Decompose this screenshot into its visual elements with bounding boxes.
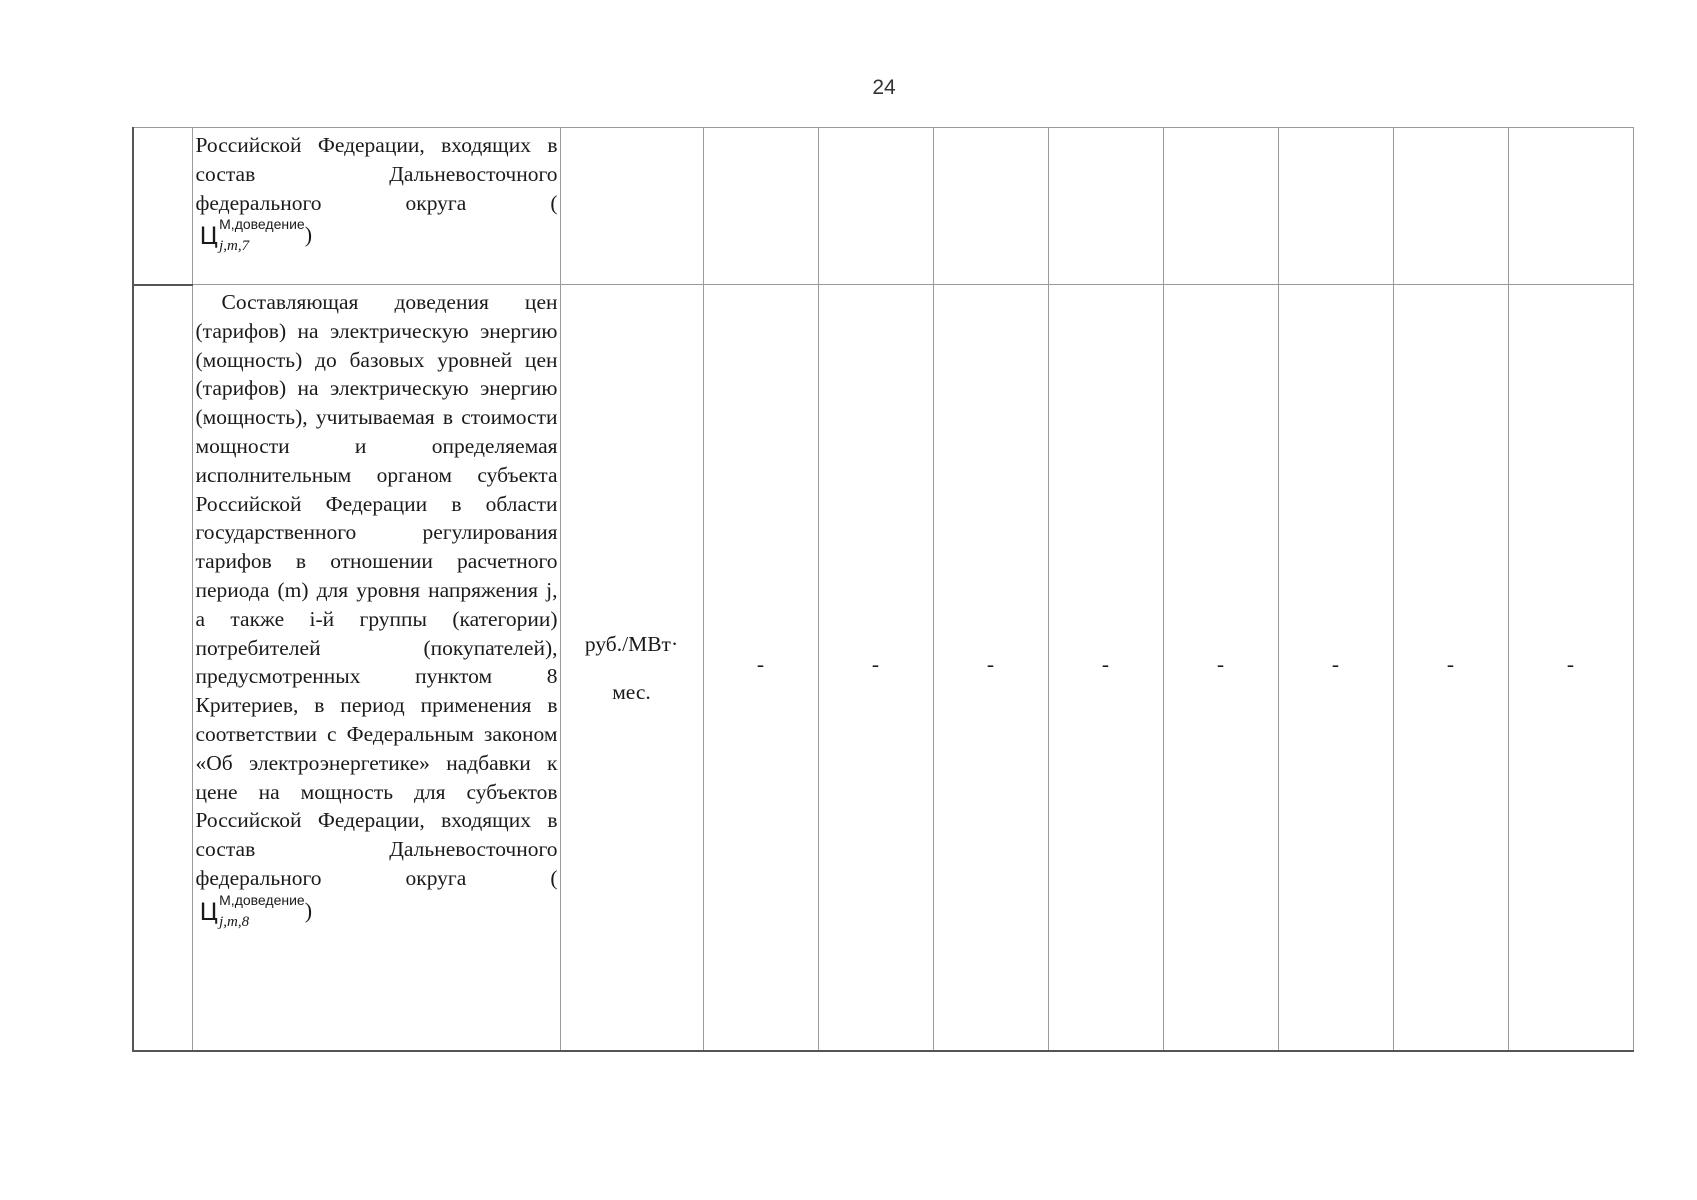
table-row (133, 128, 1633, 285)
value-cell (1508, 128, 1633, 285)
description-cell (192, 285, 560, 1052)
value-dash: - (986, 652, 995, 677)
value-cell (1278, 128, 1393, 285)
description-text: Составляющая доведения цен (тарифов) на электрическую энергию (мощность) до базовых уровней цен (тарифов) на электрическую энергию (мощность), учитываемая в стоимости мощности и определяемая исполнительным органом субъекта Российской Федерации в области государственного регулирования тарифов в отношении расчетного периода (m) для уровня напряжения j, а также i-й группы (категории) потребителей (покупателей), предусмотренных пунктом 8 Критериев, в период применения в соответствии с Федеральным законом «Об электроэнергетике» надбавки к цене на мощность для субъектов Российской Федерации, входящих в состав Дальневосточного федерального округа ( (195, 290, 558, 890)
formula (196, 216, 558, 255)
value-dash: - (1101, 652, 1110, 677)
value-dash: - (756, 652, 765, 677)
value-dash: - (871, 652, 880, 677)
unit-cell (560, 285, 703, 1052)
formula-close-paren: ) (304, 222, 313, 248)
page-number: 24 (872, 76, 896, 99)
value-cell (1163, 128, 1278, 285)
value-dash: - (1446, 652, 1455, 677)
value-cell (1393, 285, 1508, 1052)
formula-superscript: М,доведение (219, 216, 305, 233)
formula-scripts (219, 891, 305, 930)
description-text: Российской Федерации, входящих в состав Дальневосточного федерального округа ( (195, 133, 558, 215)
value-dash: - (1216, 652, 1225, 677)
value-cell (1393, 128, 1508, 285)
value-cell (1048, 128, 1163, 285)
unit-text-line2: мес. (612, 679, 651, 704)
formula-scripts (219, 216, 305, 255)
formula-symbol: Ц (199, 222, 219, 251)
formula-subscript: j,m,7 (219, 238, 250, 255)
value-cell (1508, 285, 1633, 1052)
value-cell (1163, 285, 1278, 1052)
formula-subscript: j,m,8 (219, 913, 250, 930)
value-dash: - (1331, 652, 1340, 677)
unit-cell (560, 128, 703, 285)
value-cell (703, 128, 818, 285)
formula-superscript: М,доведение (219, 891, 305, 908)
value-dash: - (1566, 652, 1575, 677)
value-cell (933, 128, 1048, 285)
formula (196, 891, 558, 930)
value-cell (1278, 285, 1393, 1052)
description-cell (192, 128, 560, 285)
value-cell (818, 285, 933, 1052)
tariff-table (132, 127, 1634, 1052)
value-cell (818, 128, 933, 285)
value-cell (1048, 285, 1163, 1052)
unit-text-line1: руб./МВт· (584, 631, 679, 656)
row-number-cell (133, 285, 192, 1052)
value-cell (703, 285, 818, 1052)
formula-symbol: Ц (199, 897, 219, 926)
row-number-cell (133, 128, 192, 285)
table-row (133, 285, 1633, 1052)
value-cell (933, 285, 1048, 1052)
formula-close-paren: ) (304, 897, 313, 923)
